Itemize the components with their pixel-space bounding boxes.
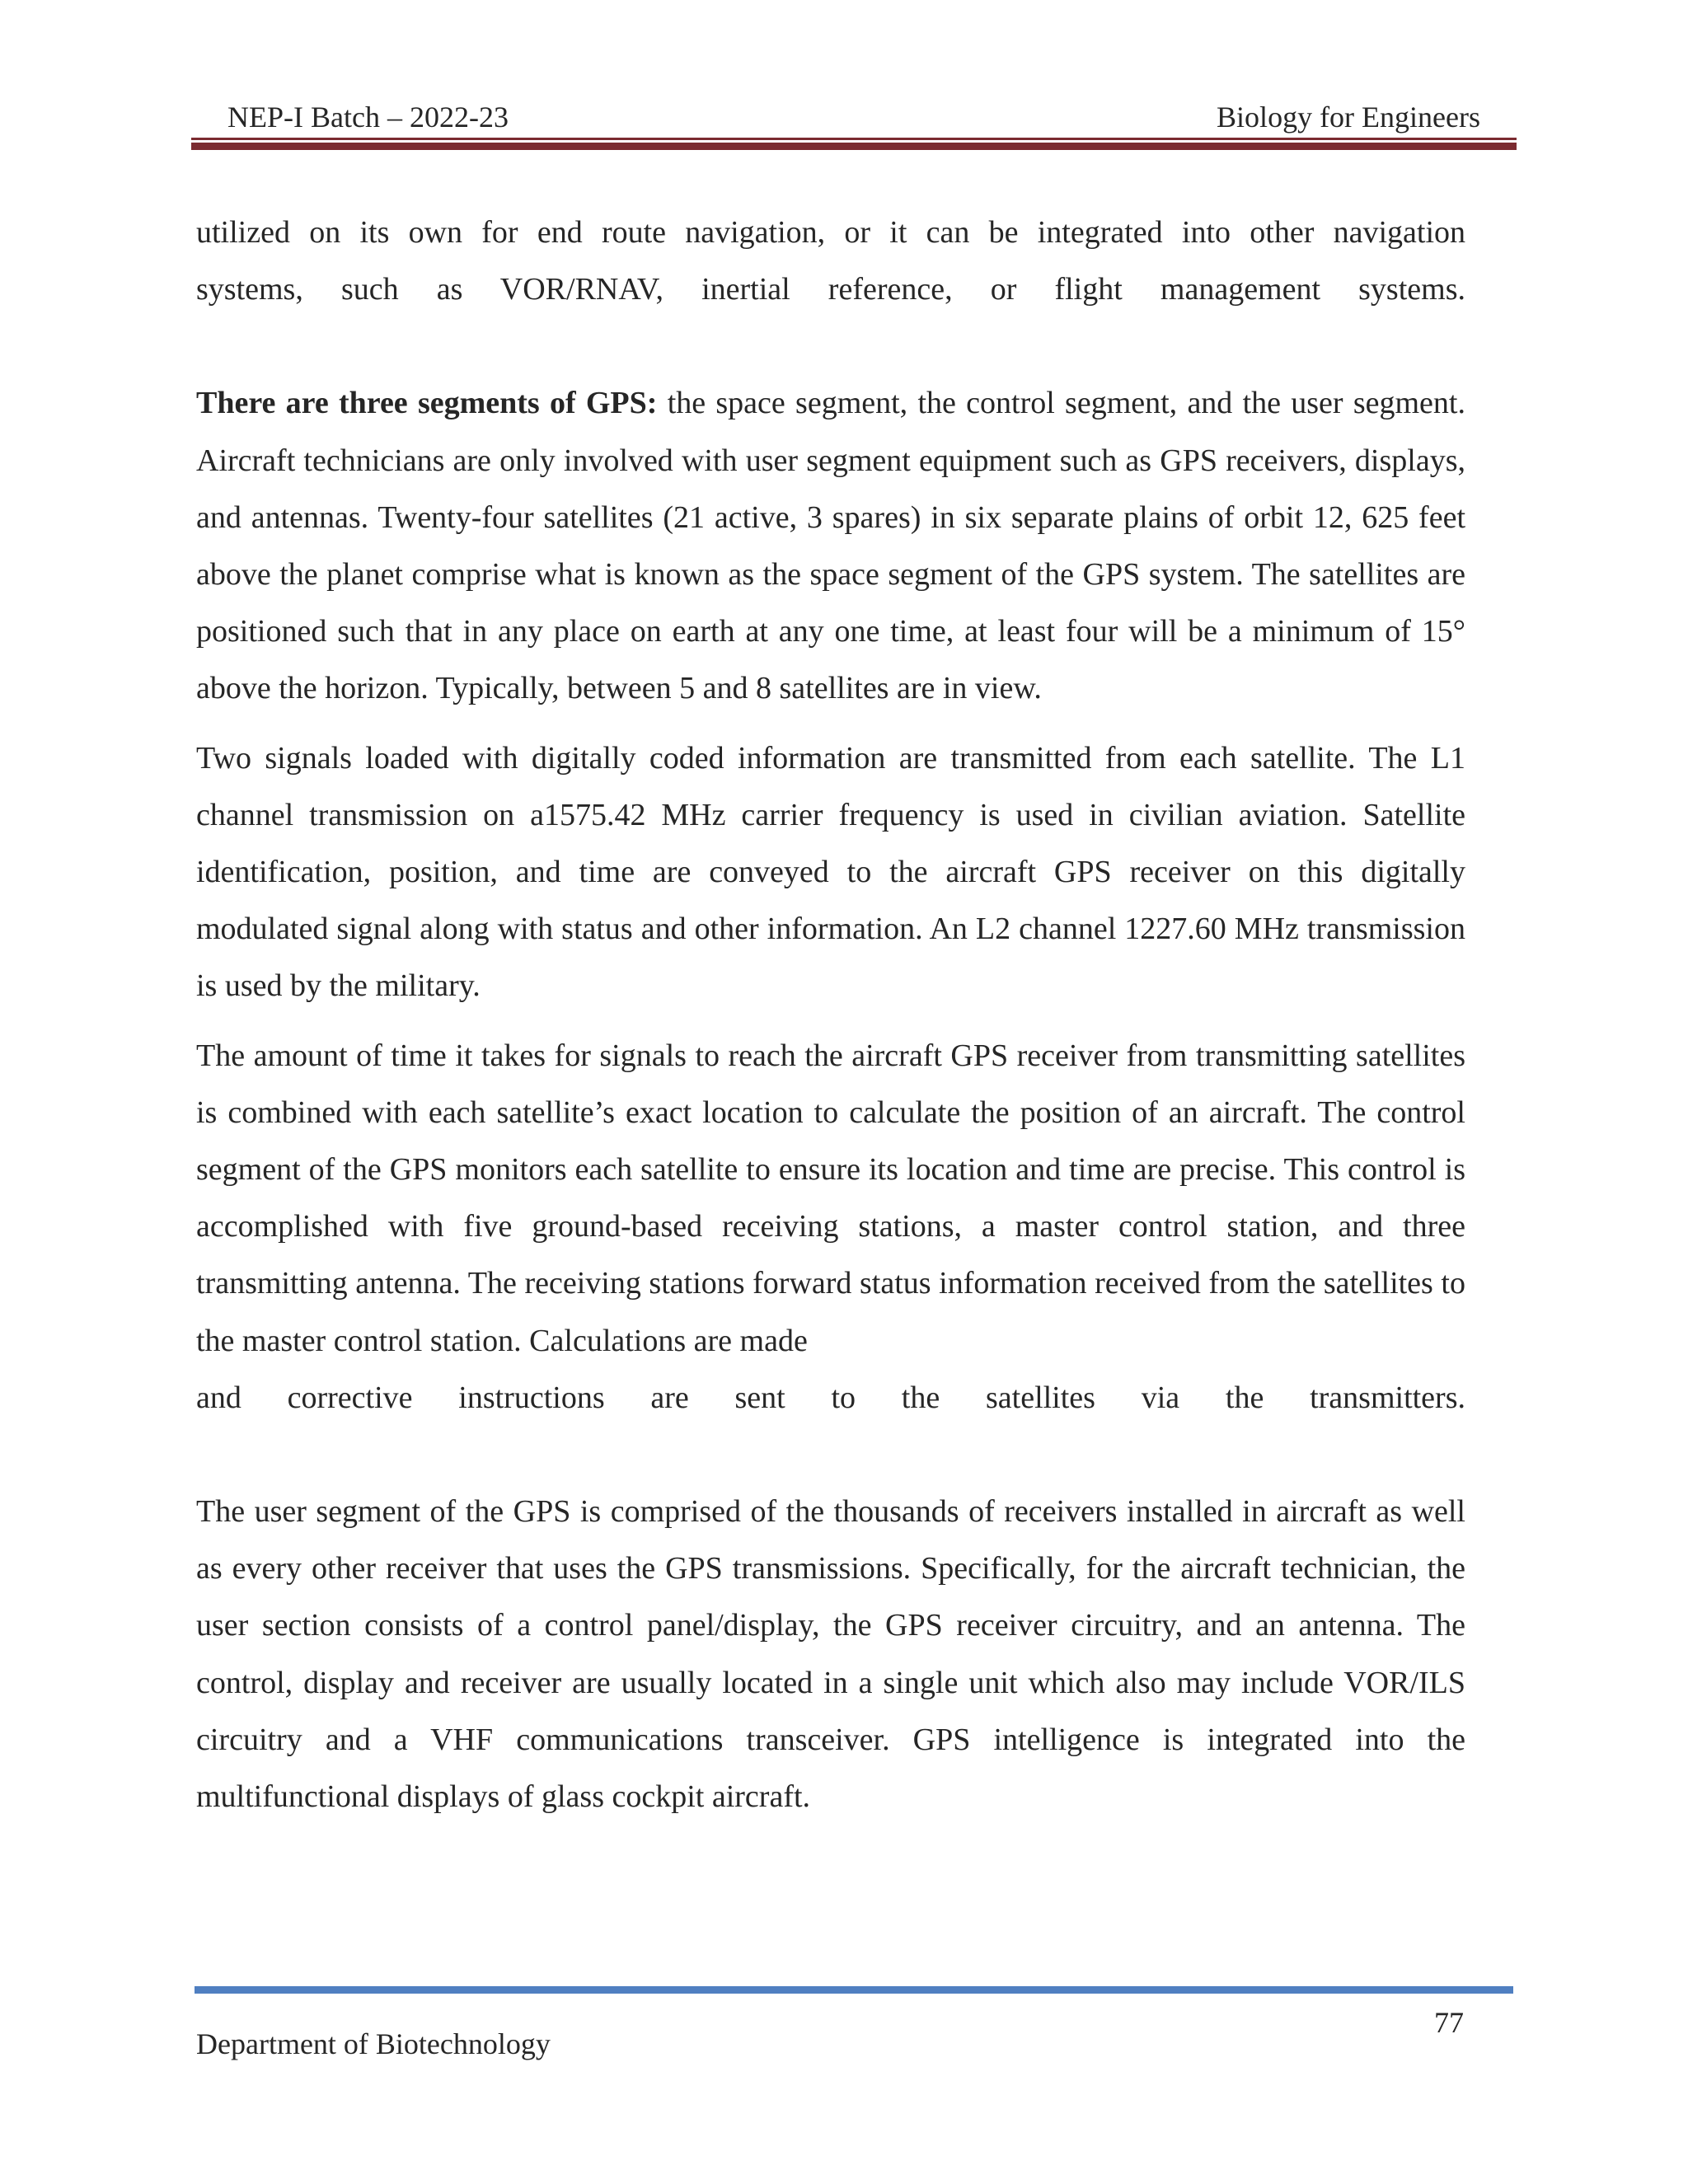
paragraph-signals: Two signals loaded with digitally coded information are transmitted from each satellite. The L1 channel transmission on a1575.42 MHz carrier frequency is used in civilian aviation. Satellite identification, position, and time are conveyed to the aircraft GPS receiver on this digitally modulated signal along with status and other information. An L2 channel 1227.60 MHz transmission is used by the military. bbox=[196, 740, 1465, 1004]
footer-department: Department of Biotechnology bbox=[196, 2027, 551, 2060]
paragraph-gap bbox=[196, 1015, 1465, 1028]
paragraph-gap bbox=[196, 1427, 1465, 1483]
page-header bbox=[191, 91, 1517, 148]
header-batch: NEP-I Batch – 2022-23 bbox=[227, 101, 509, 134]
paragraph-gap bbox=[196, 718, 1465, 730]
paragraph-gap bbox=[196, 318, 1465, 375]
header-course-title: Biology for Engineers bbox=[1217, 101, 1480, 134]
paragraph-lead-in: There are three segments of GPS: bbox=[196, 386, 658, 421]
header-rule-thick bbox=[191, 143, 1517, 150]
paragraph-1-line-1: utilized on its own for end route navigation, or it can be integrated into other navigation bbox=[196, 215, 1465, 250]
paragraph-1-line-2: systems, such as VOR/RNAV, inertial reference, or flight management systems. bbox=[196, 272, 1465, 307]
footer-rule bbox=[195, 1986, 1513, 1994]
page-number: 77 bbox=[1434, 2006, 1464, 2039]
paragraph-gps-segments bbox=[196, 375, 1465, 717]
page-body bbox=[196, 204, 1465, 1825]
header-rule-thin bbox=[191, 138, 1517, 140]
paragraph-control-segment: The amount of time it takes for signals to reach the aircraft GPS receiver from transmitting satellites is combined with each satellite’s exact location to calculate the position of an aircraft. The control segment of the GPS monitors each satellite to ensure its location and time are precise. This control is accomplished with five ground-based receiving stations, a master control station, and three transmitting antenna. The receiving stations forward status information received from the satellites to the master control station. Calculations are made bbox=[196, 1038, 1465, 1358]
paragraph-control-segment-last-line: and corrective instructions are sent to the satellites via the transmitters. bbox=[196, 1380, 1465, 1415]
paragraph-user-segment: The user segment of the GPS is comprised of the thousands of receivers installed in aircraft as well as every other receiver that uses the GPS transmissions. Specifically, for the aircraft technician, the user section consists of a control panel/display, the GPS receiver circuitry, and an antenna. The control, display and receiver are usually located in a single unit which also may include VOR/ILS circuitry and a VHF communications transceiver. GPS intelligence is integrated into the multifunctional displays of glass cockpit aircraft. bbox=[196, 1494, 1465, 1815]
paragraph-text: the space segment, the control segment, and the user segment. Aircraft technicians are only involved with user segment equipment such as GPS receivers, displays, and antennas. Twenty-four satellites (21 active, 3 spares) in six separate plains of orbit 12, 625 feet above the planet comprise what is known as the space segment of the GPS system. The satellites are positioned such that in any place on earth at any one time, at least four will be a minimum of 15° above the horizon. Typically, between 5 and 8 satellites are in view. bbox=[196, 386, 1465, 706]
